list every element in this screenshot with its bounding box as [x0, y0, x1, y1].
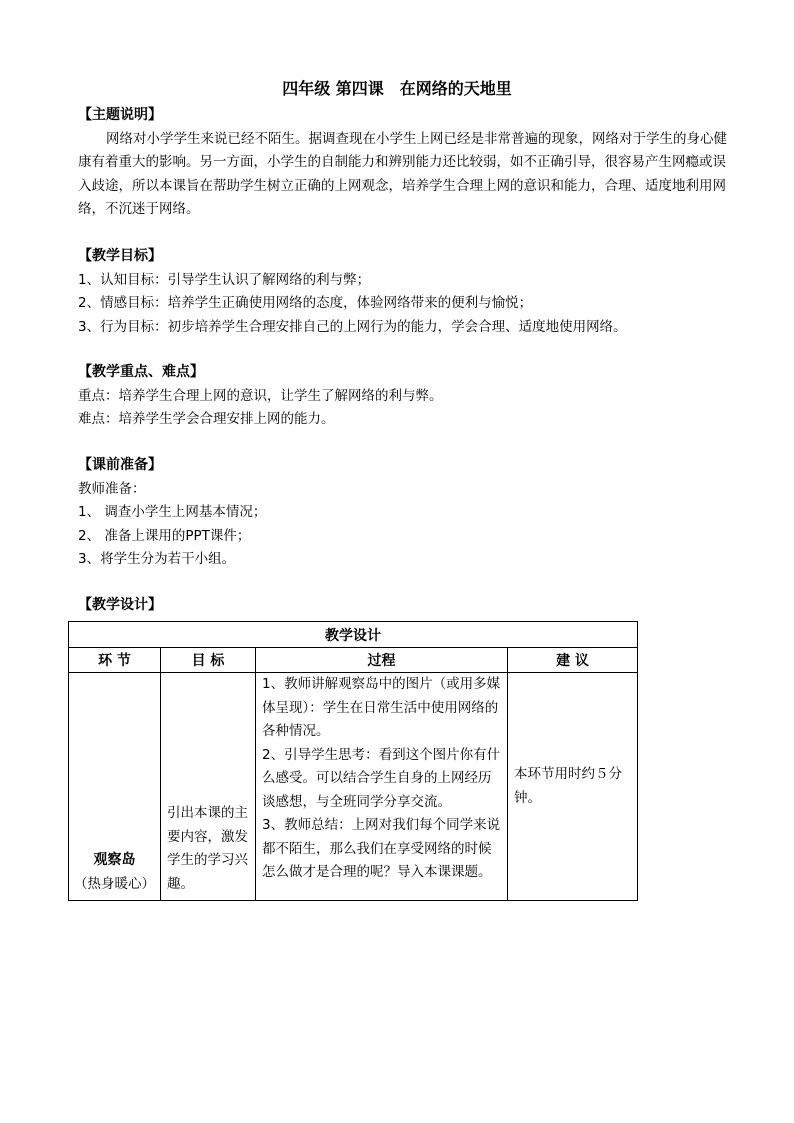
prep-intro: 教师准备：: [78, 480, 146, 497]
column-header-process: 过程: [256, 648, 508, 673]
prep-section: [78, 454, 728, 572]
column-header-advice: 建 议: [508, 648, 638, 673]
goals-heading: 【教学目标】: [78, 248, 162, 264]
goal-item: 1、认知目标：引导学生认识了解网络的利与弊；: [78, 271, 371, 288]
theme-section: [78, 104, 728, 222]
table-row: [69, 673, 638, 901]
keypoint-item: 重点：培养学生合理上网的意识，让学生了解网络的利与弊。: [78, 387, 443, 404]
section-cell: [69, 673, 161, 901]
advice-cell: 本环节用时约５分钟。: [508, 673, 638, 901]
design-section: [78, 594, 728, 618]
keypoint-item: 难点：培养学生学会合理安排上网的能力。: [78, 411, 335, 427]
column-header-goal: 目 标: [161, 648, 256, 673]
prep-item: 1、 调查小学生上网基本情况；: [78, 504, 267, 520]
design-table: [68, 621, 638, 901]
keypoints-heading: 【教学重点、难点】: [78, 364, 204, 380]
prep-item: 3、将学生分为若干小组。: [78, 551, 236, 567]
table-header-row: [69, 648, 638, 673]
goal-cell: 引出本课的主要内容，激发学生的学习兴趣。: [161, 673, 256, 901]
section-subtitle: （热身暖心）: [74, 875, 155, 892]
design-heading: 【教学设计】: [78, 597, 162, 613]
theme-body: 网络对小学学生来说已经不陌生。据调查现在小学生上网已经是非常普遍的现象，网络对于学生的身心健康有着重大的影响。另一方面，小学生的自制能力和辨别能力还比较弱，如不正确引导，很容易产生网瘾或误入歧途，所以本课旨在帮助学生树立正确的上网观念，培养学生合理上网的意识和能力，合理、适度地利用网络，不沉迷于网络。: [78, 130, 727, 217]
keypoints-section: [78, 361, 728, 432]
prep-item: 2、 准备上课用的PPT课件；: [78, 527, 251, 544]
process-cell: [256, 673, 508, 901]
process-step: 1、教师讲解观察岛中的图片（或用多媒体呈现）：学生在日常生活中使用网络的各种情况。: [262, 676, 501, 739]
theme-heading: 【主题说明】: [78, 107, 162, 123]
section-name: 观察岛: [93, 852, 136, 868]
lesson-title: 四年级 第四课 在网络的天地里: [282, 79, 512, 98]
prep-heading: 【课前准备】: [78, 457, 162, 473]
goals-section: [78, 245, 728, 339]
process-step: 3、教师总结：上网对我们每个同学来说都不陌生，那么我们在享受网络的时候怎么做才是合理的呢？导入本课课题。: [262, 817, 501, 880]
table-caption: 教学设计: [69, 622, 638, 648]
column-header-section: 环 节: [69, 648, 161, 673]
goal-item: 3、行为目标：初步培养学生合理安排自己的上网行为的能力，学会合理、适度地使用网络。: [78, 318, 627, 335]
goal-item: 2、情感目标：培养学生正确使用网络的态度，体验网络带来的便利与愉悦；: [78, 295, 533, 311]
process-step: 2、引导学生思考：看到这个图片你有什么感受。可以结合学生自身的上网经历谈感想，与全班同学分享交流。: [262, 746, 501, 810]
